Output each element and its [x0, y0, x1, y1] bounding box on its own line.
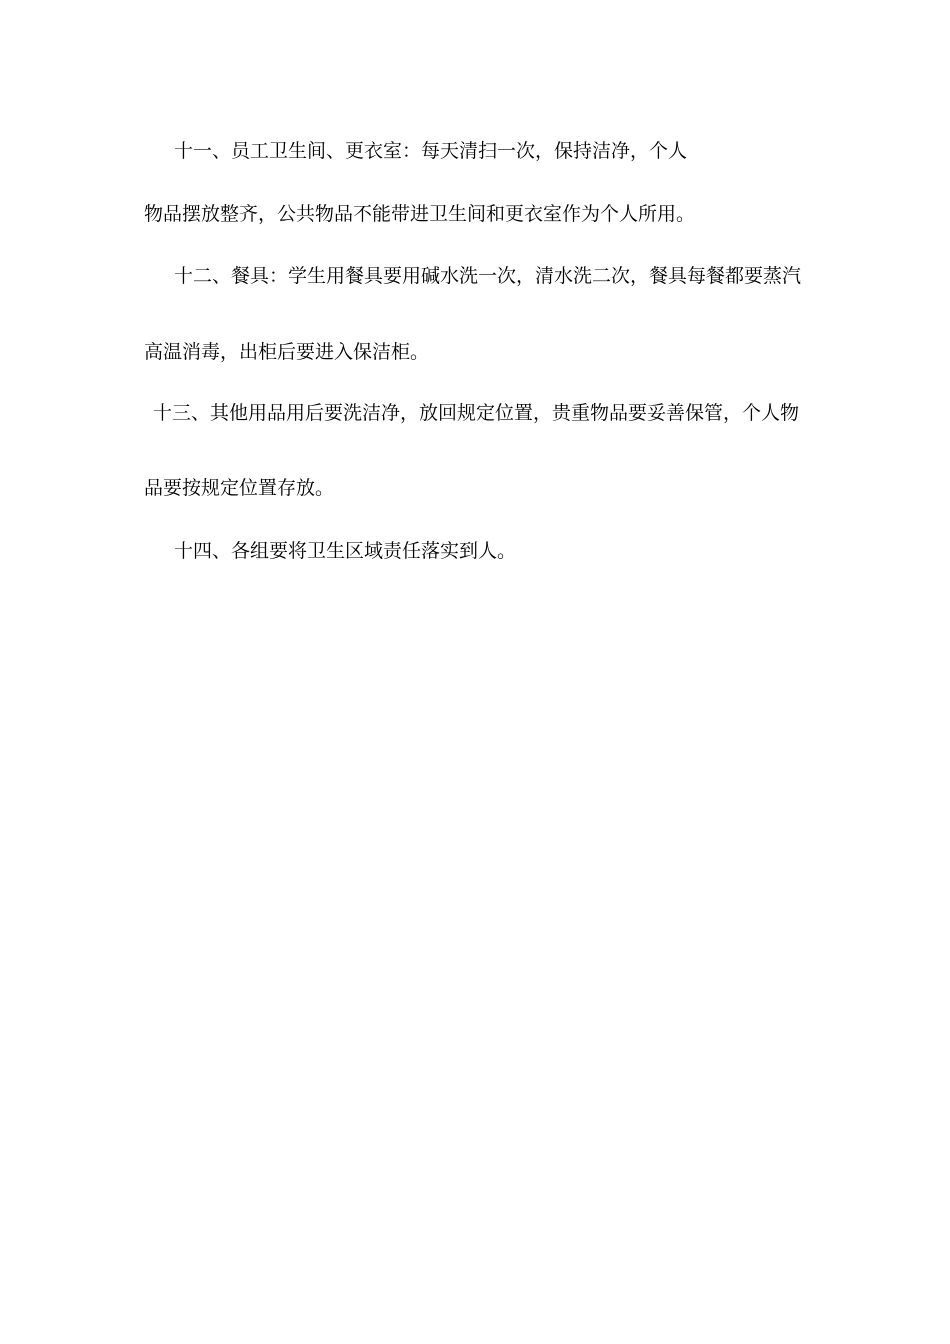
item-13-line-1: 十三、其他用品用后要洗洁净，放回规定位置，贵重物品要妥善保管，个人物	[153, 402, 800, 424]
item-13-line-2: 品要按规定位置存放。	[144, 477, 335, 499]
item-14-line-1: 十四、各组要将卫生区域责任落实到人。	[174, 540, 517, 562]
item-11-line-1: 十一、员工卫生间、更衣室：每天清扫一次，保持洁净，个人	[174, 140, 688, 162]
item-12-line-1: 十二、餐具：学生用餐具要用碱水洗一次，清水洗二次，餐具每餐都要蒸汽	[174, 265, 802, 287]
item-12-line-2: 高温消毒，出柜后要进入保洁柜。	[144, 341, 430, 363]
item-11-line-2: 物品摆放整齐，公共物品不能带进卫生间和更衣室作为个人所用。	[144, 203, 696, 225]
